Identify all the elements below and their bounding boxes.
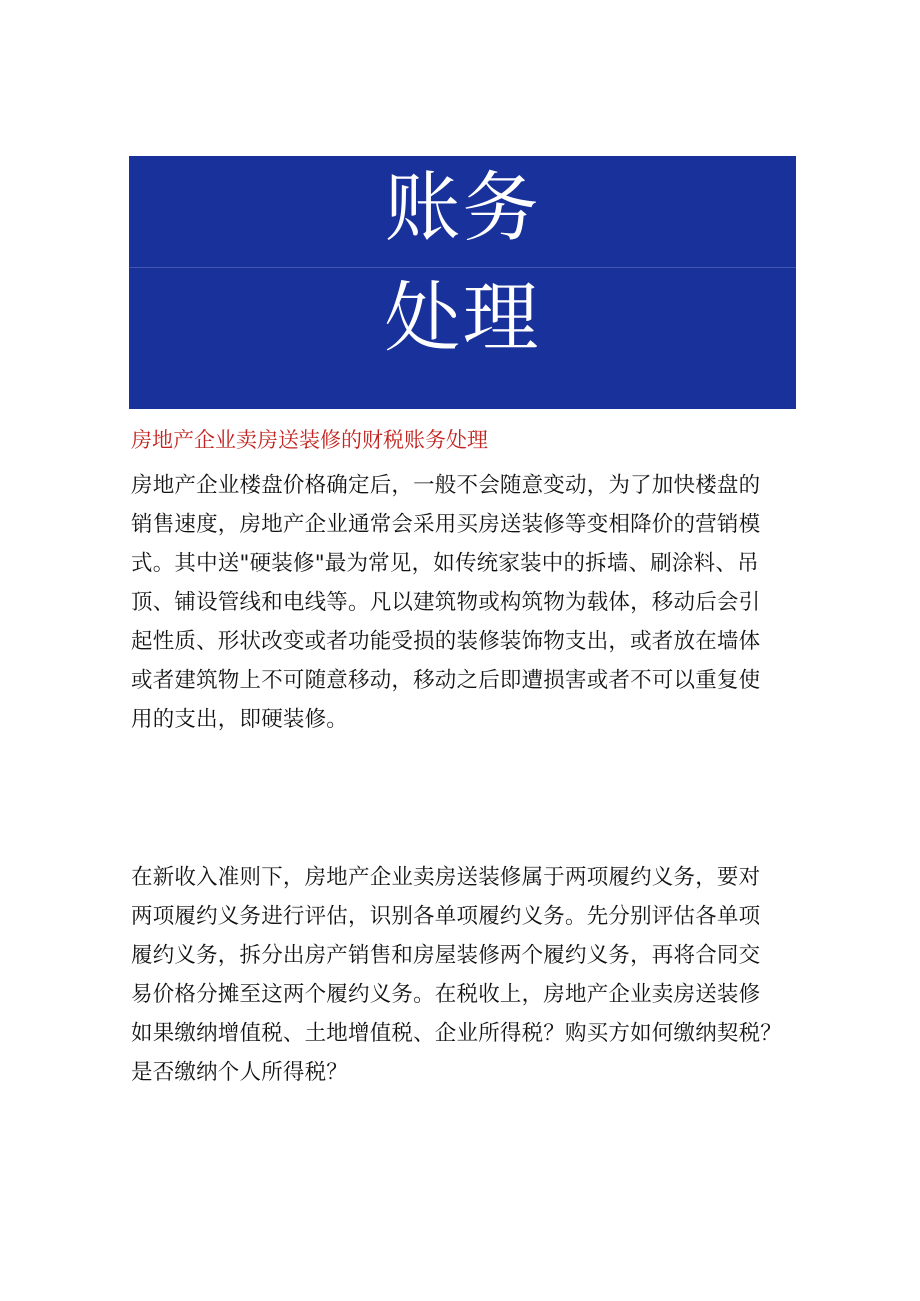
paragraph-line: 两项履约义务进行评估，识别各单项履约义务。先分别评估各单项: [131, 904, 761, 929]
banner-title-line-1: 账务: [384, 163, 541, 252]
paragraph-line: 或者建筑物上不可随意移动，移动之后即遭损害或者不可以重复使: [131, 668, 761, 693]
paragraph-line: 销售速度，房地产企业通常会采用买房送装修等变相降价的营销模: [131, 512, 761, 537]
paragraph-2: [131, 858, 797, 1092]
paragraph-1: [131, 466, 797, 739]
title-banner: [129, 156, 796, 409]
banner-title-line-2: 处理: [384, 273, 541, 362]
paragraph-line: 是否缴纳个人所得税？: [131, 1060, 349, 1085]
paragraph-line: 用的支出，即硬装修。: [131, 707, 349, 732]
paragraph-line: 顶、铺设管线和电线等。凡以建筑物或构筑物为载体，移动后会引: [131, 590, 761, 615]
paragraph-line: 履约义务，拆分出房产销售和房屋装修两个履约义务，再将合同交: [131, 943, 761, 968]
paragraph-line: 如果缴纳增值税、土地增值税、企业所得税？购买方如何缴纳契税？: [131, 1021, 783, 1046]
article-subtitle: 房地产企业卖房送装修的财税账务处理: [131, 428, 488, 452]
paragraph-line: 式。其中送"硬装修"最为常见，如传统家装中的拆墙、刷涂料、吊: [131, 551, 759, 576]
paragraph-line: 在新收入准则下，房地产企业卖房送装修属于两项履约义务，要对: [131, 865, 761, 890]
paragraph-line: 房地产企业楼盘价格确定后，一般不会随意变动，为了加快楼盘的: [131, 473, 761, 498]
paragraph-line: 起性质、形状改变或者功能受损的装修装饰物支出，或者放在墙体: [131, 629, 761, 654]
paragraph-line: 易价格分摊至这两个履约义务。在税收上，房地产企业卖房送装修: [131, 982, 761, 1007]
banner-divider: [129, 267, 796, 268]
